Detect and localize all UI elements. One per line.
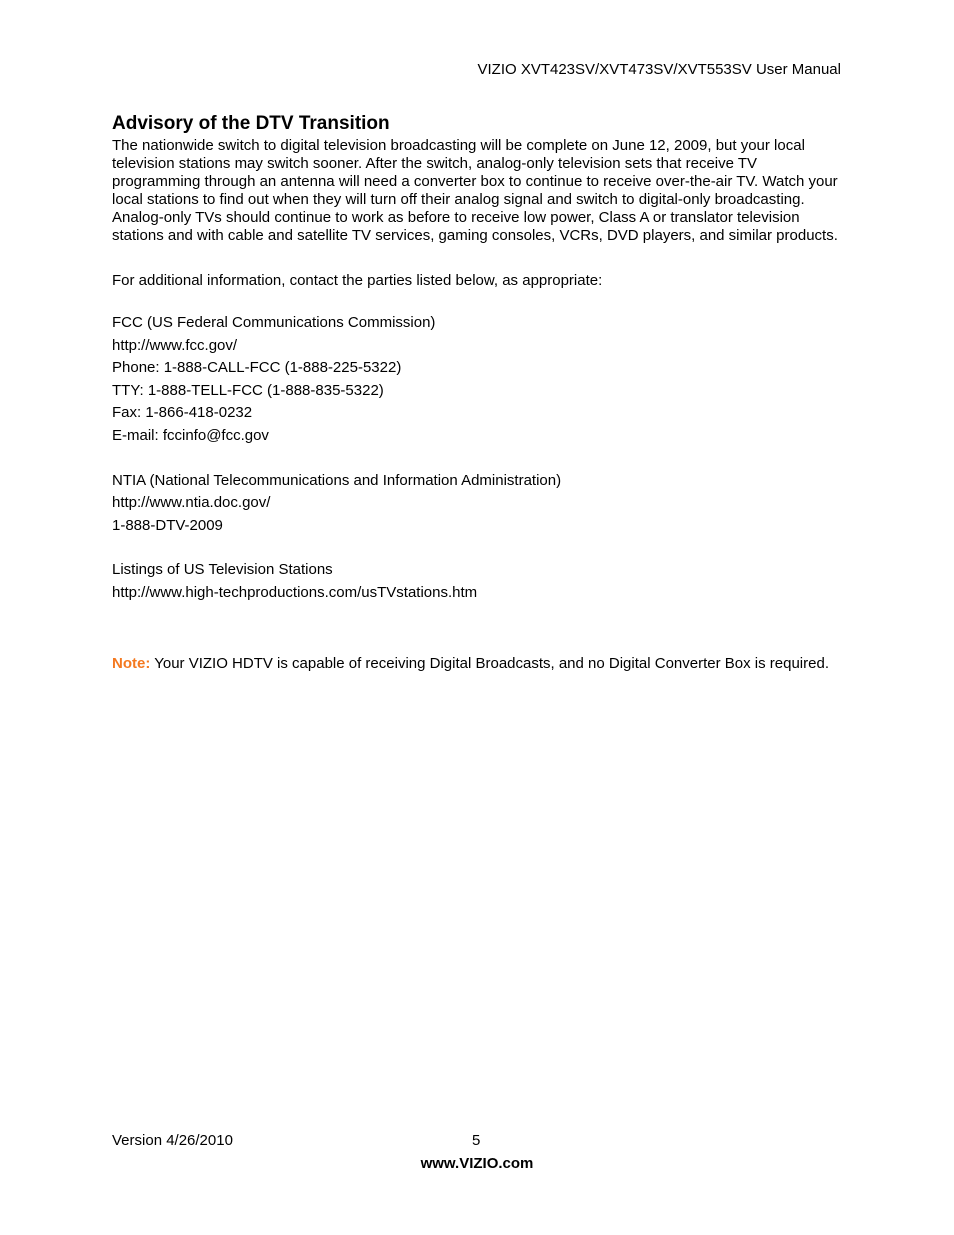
fcc-name: FCC (US Federal Communications Commission) <box>112 314 436 331</box>
fcc-phone: Phone: 1-888-CALL-FCC (1-888-225-5322) <box>112 359 402 377</box>
page-content <box>112 113 842 673</box>
additional-info-paragraph: For additional information, contact the parties listed below, as appropriate: <box>112 272 603 289</box>
ntia-name: NTIA (National Telecommunications and Information Administration) <box>112 471 562 489</box>
fcc-email[interactable]: E-mail: fccinfo@fcc.gov <box>112 426 269 444</box>
listings-url-link[interactable]: http://www.high-techproductions.com/usTVstations.htm <box>112 583 478 601</box>
footer-website-link[interactable]: www.VIZIO.com <box>420 1155 534 1172</box>
footer-version: Version 4/26/2010 <box>112 1132 233 1149</box>
fcc-url-link[interactable]: http://www.fcc.gov/ <box>112 336 238 354</box>
fcc-contact-block <box>112 312 842 448</box>
listings-title: Listings of US Television Stations <box>112 561 333 579</box>
intro-paragraph: The nationwide switch to digital television broadcasting will be complete on June 12, 2009, but your local television stations may switch sooner. After the switch, analog-only television sets that receive TV programming through an antenna will need a converter box to continue to receive over-the-air TV. Watch your local stations to find out when they will turn off their analog signal and switch to digital-only broadcasting. Analog-only TVs should continue to work as before to receive low power, Class A or translator television stations and with cable and satellite TV services, gaming consoles, VCRs, DVD players, and similar products. <box>112 137 838 244</box>
ntia-contact-block <box>112 470 842 538</box>
note-paragraph <box>112 655 842 673</box>
fcc-fax: Fax: 1-866-418-0232 <box>112 404 253 422</box>
ntia-phone: 1-888-DTV-2009 <box>112 516 223 534</box>
footer-page-number: 5 <box>472 1132 481 1149</box>
note-label: Note: <box>112 654 151 672</box>
ntia-url-link[interactable]: http://www.ntia.doc.gov/ <box>112 494 271 512</box>
listings-block <box>112 559 842 604</box>
section-heading: Advisory of the DTV Transition <box>112 113 390 134</box>
note-text: Your VIZIO HDTV is capable of receiving Digital Broadcasts, and no Digital Converter Box is required. <box>150 654 829 672</box>
fcc-tty: TTY: 1-888-TELL-FCC (1-888-835-5322) <box>112 381 384 399</box>
manual-title: VIZIO XVT423SV/XVT473SV/XVT553SV User Manual <box>477 61 841 78</box>
